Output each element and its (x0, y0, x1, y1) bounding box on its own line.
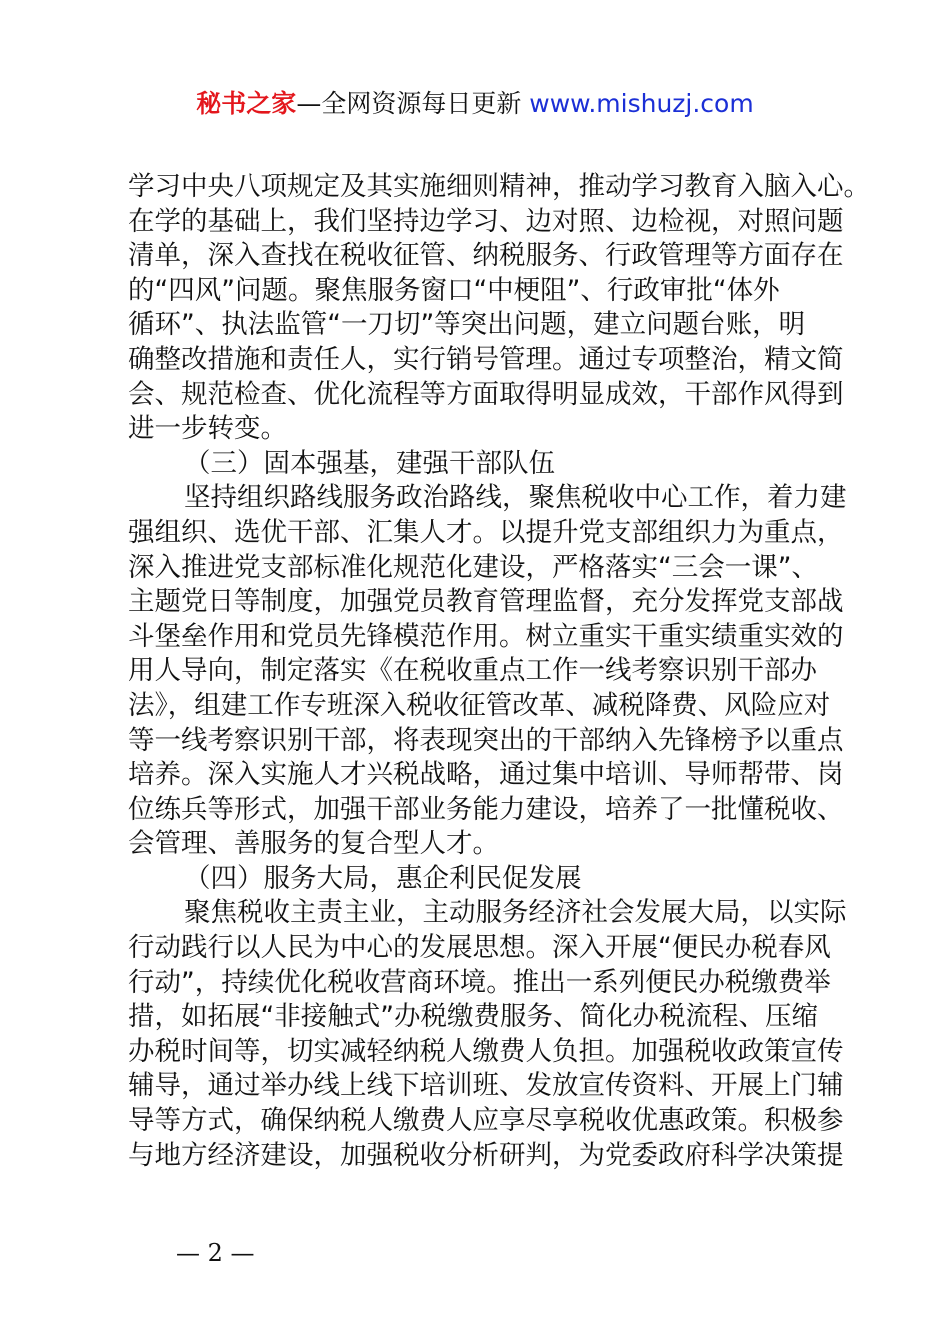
page-number: — 2 — (176, 1239, 255, 1267)
text-line: 主题党日等制度，加强党员教育管理监督，充分发挥党支部战 (128, 586, 844, 618)
text-line: 行动践行以人民为中心的发展思想。深入开展“便民办税春风 (128, 932, 831, 964)
text-line: 培养。深入实施人才兴税战略，通过集中培训、导师帮带、岗 (128, 759, 844, 791)
text-line: 导等方式，确保纳税人缴费人应享尽享税收优惠政策。积极参 (128, 1105, 844, 1137)
text-line: 用人导向，制定落实《在税收重点工作一线考察识别干部办 (128, 655, 817, 687)
text-line: 会、规范检查、优化流程等方面取得明显成效，干部作风得到 (128, 378, 844, 410)
text-line: 位练兵等形式，加强干部业务能力建设，培养了一批懂税收、 (128, 793, 844, 825)
header-brand: 秘书之家 (196, 89, 297, 118)
text-line: 辅导，通过举办线上线下培训班、发放宣传资料、开展上门辅 (128, 1070, 844, 1102)
text-line: 清单，深入查找在税收征管、纳税服务、行政管理等方面存在 (128, 240, 844, 272)
text-line: 确整改措施和责任人，实行销号管理。通过专项整治，精文简 (128, 343, 844, 375)
text-line: 斗堡垒作用和党员先锋模范作用。树立重实干重实绩重实效的 (128, 620, 844, 652)
section-heading-3: （三）固本强基，建强干部队伍 (184, 447, 555, 479)
text-line: 坚持组织路线服务政治路线，聚焦税收中心工作，着力建 (184, 482, 847, 514)
site-header (0, 86, 950, 122)
header-slogan: —全网资源每日更新 (296, 89, 522, 118)
text-line: 聚焦税收主责主业，主动服务经济社会发展大局，以实际 (184, 897, 847, 929)
text-line: 行动”，持续优化税收营商环境。推出一系列便民办税缴费举 (128, 966, 831, 998)
text-line: 在学的基础上，我们坚持边学习、边对照、边检视，对照问题 (128, 205, 844, 237)
text-line: 会管理、善服务的复合型人才。 (128, 828, 499, 860)
text-line: 的“四风”问题。聚焦服务窗口“中梗阻”、行政审批“体外 (128, 274, 780, 306)
text-line: 法》，组建工作专班深入税收征管改革、减税降费、风险应对 (128, 689, 831, 721)
text-line: 等一线考察识别干部，将表现突出的干部纳入先锋榜予以重点 (128, 724, 844, 756)
text-line: 措，如拓展“非接触式”办税缴费服务、简化办税流程、压缩 (128, 1001, 818, 1033)
text-line: 深入推进党支部标准化规范化建设，严格落实“三会一课”、 (128, 551, 818, 583)
text-line: 办税时间等，切实减轻纳税人缴费人负担。加强税收政策宣传 (128, 1035, 844, 1067)
text-line: 与地方经济建设，加强税收分析研判，为党委政府科学决策提 (128, 1139, 844, 1171)
text-line: 循环”、执法监管“一刀切”等突出问题，建立问题台账，明 (128, 309, 806, 341)
section-heading-4: （四）服务大局，惠企利民促发展 (184, 862, 582, 894)
text-line: 进一步转变。 (128, 413, 287, 445)
text-line: 强组织、选优干部、汇集人才。以提升党支部组织力为重点， (128, 516, 844, 548)
header-url-link[interactable]: www.mishuzj.com (529, 89, 754, 118)
document-body (128, 170, 870, 1173)
text-line: 学习中央八项规定及其实施细则精神，推动学习教育入脑入心。 (128, 171, 870, 202)
